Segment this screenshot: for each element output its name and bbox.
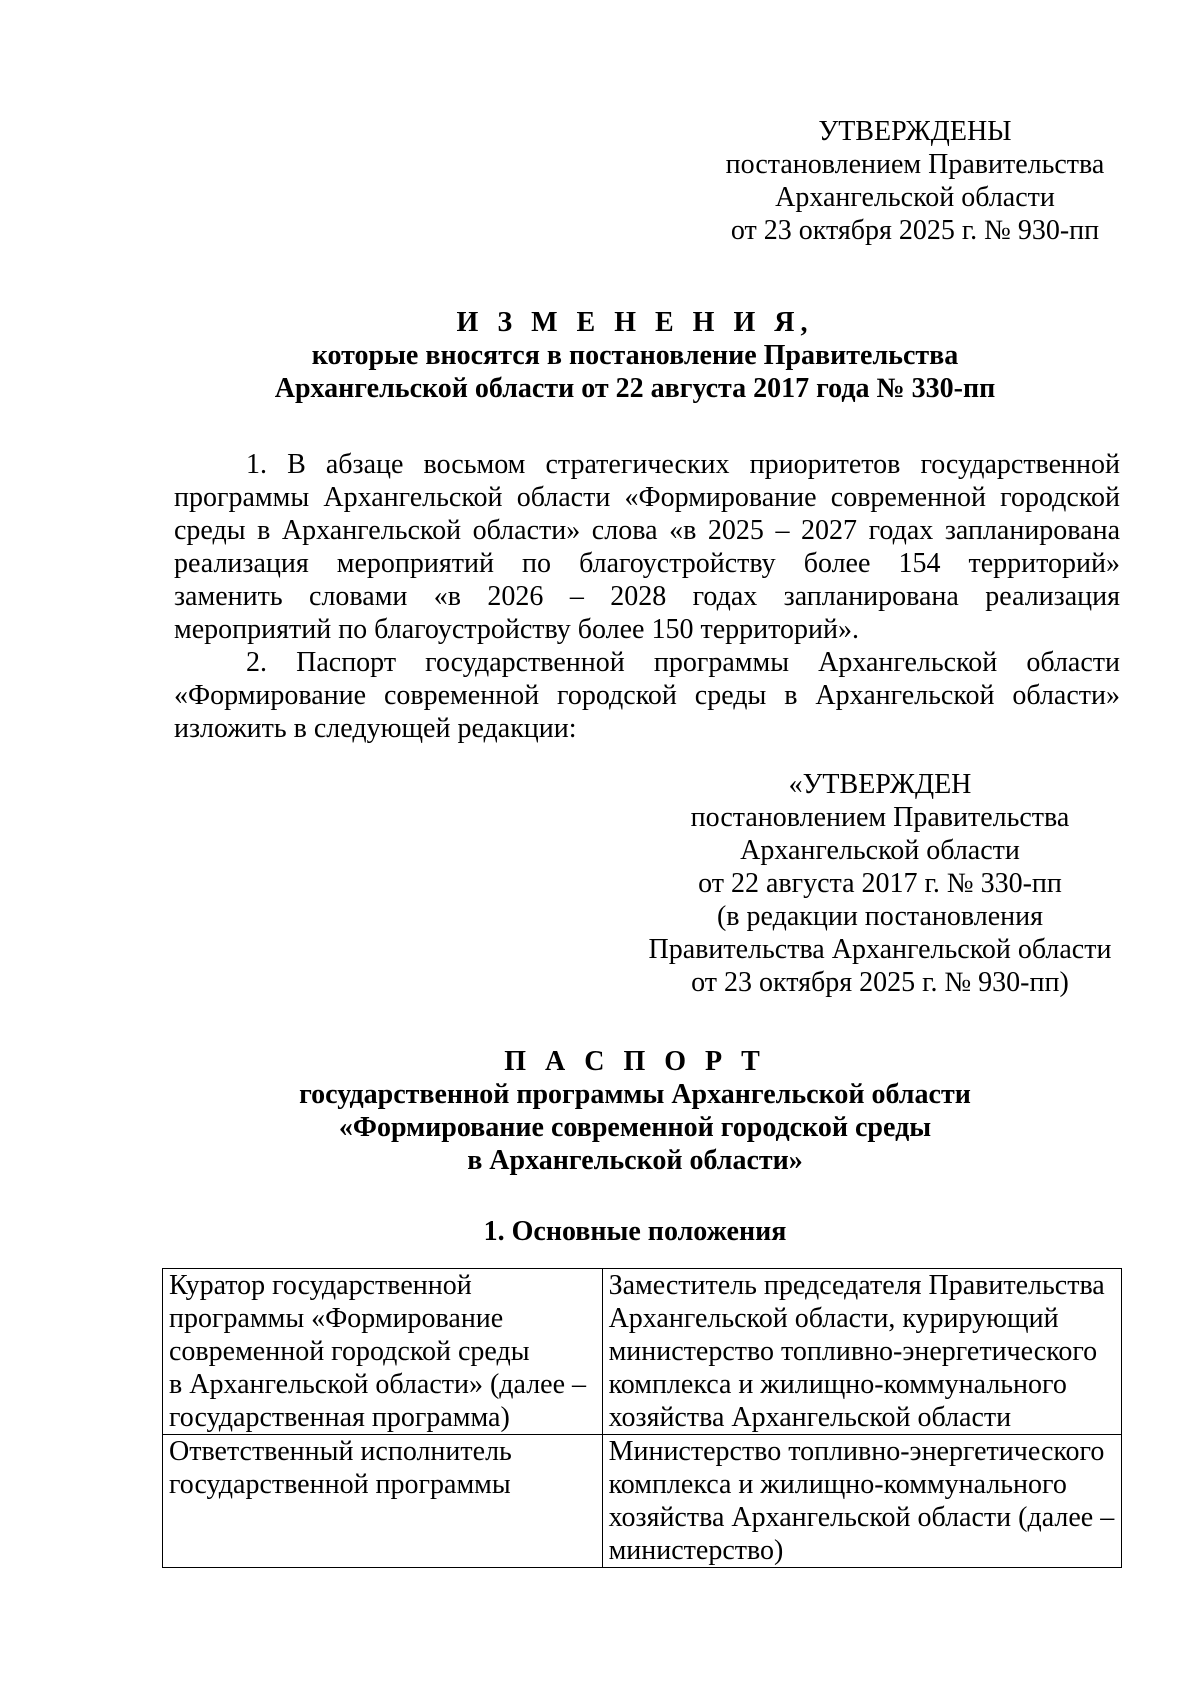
approval-line: от 23 октября 2025 г. № 930-пп): [691, 967, 1069, 998]
changes-subtitle-line: которые вносятся в постановление Правительства: [311, 340, 959, 371]
changes-subtitle-line: Архангельской области от 22 августа 2017 года № 330-пп: [274, 373, 996, 404]
approval-line: УТВЕРЖДЕНЫ: [818, 116, 1012, 147]
cell-line: программы «Формирование: [169, 1303, 504, 1334]
cell-line: комплекса и жилищно-коммунального: [608, 1369, 1067, 1400]
cell-line: комплекса и жилищно-коммунального: [608, 1469, 1067, 1500]
passport-title: П А С П О Р Т: [504, 1046, 766, 1077]
cell-line: современной городской среды: [169, 1336, 530, 1367]
paragraph-line: среды в Архангельской области» слова «в 2025 – 2027 годах запланирована: [174, 515, 1120, 546]
cell-line: министерство): [608, 1535, 784, 1566]
cell-line: Архангельской области, курирующий: [608, 1303, 1059, 1334]
cell-line: Куратор государственной: [169, 1270, 472, 1301]
paragraph-2: [174, 646, 1120, 745]
passport-subtitle-line: «Формирование современной городской среды: [338, 1112, 932, 1143]
paragraph-line: 1. В абзаце восьмом стратегических приоритетов государственной: [246, 449, 1120, 480]
paragraph-line: «Формирование современной городской среды в Архангельской области»: [174, 680, 1120, 711]
approval-line: постановлением Правительства: [690, 802, 1070, 833]
approval-line: Архангельской области: [775, 182, 1055, 213]
passport-subtitle-line: государственной программы Архангельской области: [299, 1079, 971, 1110]
approval-stamp-block-2: [640, 768, 1120, 999]
section-title: [150, 1215, 1120, 1248]
cell-line: государственной программы: [169, 1469, 511, 1500]
approval-line: от 22 августа 2017 г. № 330-пп: [698, 868, 1062, 899]
table-row: [163, 1269, 1122, 1435]
table-row: [163, 1435, 1122, 1568]
passport-heading: [150, 1045, 1120, 1177]
table-cell-value: [602, 1269, 1121, 1435]
cell-line: Заместитель председателя Правительства: [608, 1270, 1105, 1301]
approval-line: «УТВЕРЖДЕН: [788, 769, 972, 800]
approval-stamp-block: [700, 115, 1130, 247]
paragraph-1: [174, 448, 1120, 646]
paragraph-line: изложить в следующей редакции:: [174, 713, 577, 744]
section-title-text: 1. Основные положения: [483, 1216, 787, 1247]
table-cell-label: [163, 1435, 603, 1568]
cell-line: министерство топливно-энергетического: [608, 1336, 1098, 1367]
approval-line: Правительства Архангельской области: [648, 934, 1112, 965]
paragraph-line: программы Архангельской области «Формирование современной городской: [174, 482, 1120, 513]
table-cell-value: [602, 1435, 1121, 1568]
approval-line: от 23 октября 2025 г. № 930-пп: [730, 215, 1100, 246]
paragraph-line: заменить словами «в 2026 – 2028 годах запланирована реализация: [174, 581, 1120, 612]
changes-heading: [150, 306, 1120, 405]
paragraph-line: 2. Паспорт государственной программы Архангельской области: [246, 647, 1120, 678]
cell-line: хозяйства Архангельской области (далее –: [608, 1502, 1115, 1533]
cell-line: Министерство топливно-энергетического: [608, 1436, 1105, 1467]
approval-line: постановлением Правительства: [725, 149, 1105, 180]
changes-title: И З М Е Н Е Н И Я,: [456, 307, 814, 338]
table-cell-label: [163, 1269, 603, 1435]
approval-line: (в редакции постановления: [716, 901, 1044, 932]
approval-line: Архангельской области: [740, 835, 1020, 866]
cell-line: государственная программа): [169, 1402, 510, 1433]
paragraph-line: мероприятий по благоустройству более 150 территорий».: [174, 614, 859, 645]
cell-line: Ответственный исполнитель: [169, 1436, 512, 1467]
paragraph-line: реализация мероприятий по благоустройству более 154 территорий»: [174, 548, 1120, 579]
cell-line: в Архангельской области» (далее –: [169, 1369, 587, 1400]
passport-subtitle-line: в Архангельской области»: [467, 1145, 803, 1176]
cell-line: хозяйства Архангельской области: [608, 1402, 1012, 1433]
passport-table: [162, 1268, 1122, 1568]
